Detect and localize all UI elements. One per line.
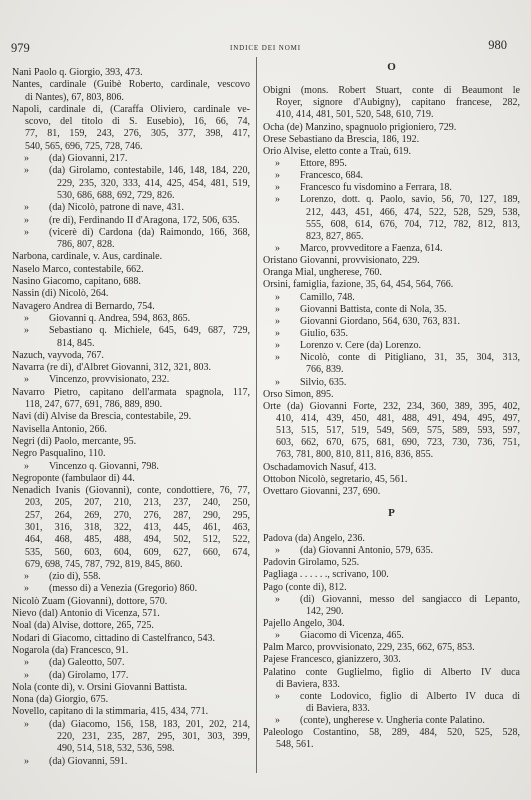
index-line-text: (da) Giovanni, 217. — [49, 153, 128, 165]
index-line — [12, 731, 250, 743]
index-line-text: Lorenzo, dott. q. Paolo, savio, 56, 70, 127, 189, — [300, 194, 520, 206]
index-line — [263, 316, 520, 328]
index-line-text: Napoli, cardinale di, (Caraffa Oliviero, cardinale ve- — [12, 103, 250, 115]
index-line — [263, 170, 520, 182]
index-line — [12, 264, 250, 276]
index-line — [263, 667, 520, 679]
index-line-text: 766, 839. — [306, 364, 344, 376]
index-line-text: Nenadich Ivanis (Giovanni), conte, condottiere, 76, 77, — [12, 485, 250, 497]
section-letter: O — [387, 61, 396, 73]
index-line — [12, 682, 250, 694]
index-line-text: Navagero Andrea di Bernardo, 754. — [12, 300, 155, 312]
ditto-mark: » — [24, 460, 29, 472]
index-line — [12, 670, 250, 682]
index-line-text: Negri (di) Paolo, mercante, 95. — [12, 435, 137, 447]
index-line-text: Giovanni Giordano, 564, 630, 763, 831. — [300, 315, 460, 327]
index-line — [263, 219, 520, 231]
index-line — [263, 727, 520, 739]
index-line — [263, 486, 520, 498]
index-line — [263, 389, 520, 401]
index-line-text: Silvio, 635. — [300, 376, 347, 388]
index-line-text: (zio di), 558. — [49, 571, 101, 583]
index-line-text: Ovettaro Giovanni, 237, 690. — [263, 485, 381, 497]
index-line — [263, 425, 520, 437]
index-line — [12, 239, 250, 251]
index-line — [12, 497, 250, 509]
index-line-text: Nievo (dal) Antonio di Vicenza, 571. — [12, 608, 160, 620]
index-line — [12, 350, 250, 362]
index-line-text: Pagliaga . . . . . ., scrivano, 100. — [263, 569, 389, 581]
index-line-text: (vicerè di) Cardona (da) Raimondo, 166, 368, — [49, 226, 250, 238]
index-line-text: (da) Giovanni, 591. — [49, 755, 128, 767]
ditto-mark: » — [275, 327, 280, 339]
ditto-mark: » — [275, 376, 280, 388]
ditto-mark: » — [275, 593, 280, 605]
index-line-text: Orte (da) Giovanni Forte, 232, 234, 360, 389, 395, 402, — [263, 400, 520, 412]
index-line — [12, 719, 250, 731]
page-number-right: 980 — [488, 38, 507, 52]
index-line-text: Ettore, 895. — [300, 157, 347, 169]
index-line — [263, 413, 520, 425]
index-line — [263, 158, 520, 170]
index-line-text: 142, 290. — [306, 605, 344, 617]
ditto-mark: » — [275, 182, 280, 194]
index-line — [263, 606, 520, 618]
index-line — [263, 582, 520, 594]
index-line — [263, 292, 520, 304]
index-line-text: scovo, del titolo di S. Eusebio), 16, 66, 74, — [25, 116, 250, 128]
index-line-text: 212, 443, 451, 466, 474, 522, 528, 529, 538, — [306, 206, 520, 218]
index-line-text: (conte), ungherese v. Ungheria conte Palatino. — [300, 715, 485, 727]
index-line-text: Orso Simon, 895. — [263, 388, 334, 400]
index-line-text: 814, 845. — [57, 337, 95, 349]
index-line-text: 229, 235, 320, 333, 414, 425, 454, 481, 519, — [57, 177, 250, 189]
index-line-text: (di) Giovanni, messo del sangiacco di Lepanto, — [300, 593, 520, 605]
index-line-text: 679, 698, 745, 787, 792, 819, 845, 860. — [25, 558, 183, 570]
index-line — [263, 739, 520, 751]
index-line — [12, 104, 250, 116]
index-line-text: Navisella Antonio, 266. — [12, 423, 107, 435]
ditto-mark: » — [24, 571, 29, 583]
index-line — [263, 401, 520, 413]
index-line-text: 823, 827, 865. — [306, 230, 364, 242]
index-line — [12, 448, 250, 460]
index-line — [12, 215, 250, 227]
index-line — [263, 109, 520, 121]
index-line — [12, 288, 250, 300]
index-line-text: (da) Nicolò, patrone di nave, 431. — [49, 202, 184, 214]
index-line-text: Francesco fu visdomino a Ferrara, 18. — [300, 182, 452, 194]
index-line — [263, 364, 520, 376]
index-line-text: Orese Sebastiano da Brescia, 186, 192. — [263, 133, 420, 145]
index-line-text: di Baviera, 833. — [306, 703, 370, 715]
index-line-text: 464, 468, 485, 488, 494, 502, 512, 522, — [25, 534, 250, 546]
ditto-mark: » — [275, 690, 280, 702]
index-line — [263, 97, 520, 109]
index-line — [12, 473, 250, 485]
ditto-mark: » — [24, 165, 29, 177]
index-line — [263, 231, 520, 243]
index-line — [12, 79, 250, 91]
column-rule — [256, 57, 257, 773]
index-line — [12, 153, 250, 165]
ditto-mark: » — [275, 340, 280, 352]
index-line-text: Oranga Mial, ungherese, 760. — [263, 267, 382, 279]
index-line-text: Nazuch, vayvoda, 767. — [12, 349, 104, 361]
index-line — [12, 338, 250, 350]
index-line — [12, 387, 250, 399]
index-line — [263, 304, 520, 316]
index-line-text: Ottobon Nicolò, segretario, 45, 561. — [263, 473, 408, 485]
index-line — [263, 545, 520, 557]
index-line — [263, 255, 520, 267]
ditto-mark: » — [275, 315, 280, 327]
ditto-mark: » — [275, 242, 280, 254]
index-line-text: 786, 807, 828. — [57, 239, 115, 251]
index-line-text: Nantes, cardinale (Guibè Roberto, cardinale, vescovo — [12, 79, 250, 91]
index-line-text: Naselo Marco, contestabile, 662. — [12, 263, 144, 275]
ditto-mark: » — [24, 325, 29, 337]
index-line — [263, 182, 520, 194]
index-line — [263, 146, 520, 158]
index-line — [263, 642, 520, 654]
index-line-text: Ocha (de) Manzino, spagnuolo prigioniero, 729. — [263, 121, 457, 133]
index-line — [263, 569, 520, 581]
index-line-text: Negro Pasqualino, 110. — [12, 448, 106, 460]
index-line — [12, 141, 250, 153]
index-line — [263, 594, 520, 606]
index-line — [12, 178, 250, 190]
ditto-mark: » — [275, 291, 280, 303]
index-line — [12, 461, 250, 473]
index-line — [12, 608, 250, 620]
index-line-text: (da) Girolamo, 177. — [49, 669, 129, 681]
index-line — [12, 436, 250, 448]
index-line — [12, 313, 250, 325]
index-line — [12, 116, 250, 128]
index-line — [12, 559, 250, 571]
index-line — [12, 583, 250, 595]
index-line — [263, 703, 520, 715]
index-line — [263, 654, 520, 666]
index-line-text: Nicolò Zuam (Giovanni), dottore, 570. — [12, 595, 168, 607]
index-line-text: Palatino conte Guglielmo, figlio di Alberto IV duca — [263, 666, 520, 678]
index-line — [263, 437, 520, 449]
index-line-text: 410, 414, 439, 450, 481, 488, 491, 494, 495, 497, — [276, 412, 520, 424]
index-line — [12, 411, 250, 423]
index-line-text: 535, 560, 603, 604, 609, 627, 660, 674, — [25, 546, 250, 558]
index-line — [263, 267, 520, 279]
index-line-text: 257, 264, 269, 270, 276, 287, 290, 295, — [25, 509, 250, 521]
index-line-text: di Nantes), 67, 803, 806. — [25, 91, 124, 103]
index-line — [12, 325, 250, 337]
index-line — [263, 194, 520, 206]
index-line-text: Oschadamovich Nasuf, 413. — [263, 461, 377, 473]
ditto-mark: » — [24, 214, 29, 226]
index-line-text: (da) Girolamo, contestabile, 146, 148, 184, 220, — [49, 165, 250, 177]
index-line — [12, 547, 250, 559]
index-line — [263, 557, 520, 569]
index-line — [12, 374, 250, 386]
index-line-text: Pajello Angelo, 304. — [263, 618, 345, 630]
index-line — [263, 618, 520, 630]
index-line-text: Nicolò, conte di Pitigliano, 31, 35, 304, 313, — [300, 352, 520, 364]
index-line — [12, 128, 250, 140]
index-line-text: 548, 561. — [276, 739, 314, 751]
index-line-text: 410, 414, 481, 501, 520, 548, 610, 719. — [276, 109, 434, 121]
ditto-mark: » — [24, 583, 29, 595]
index-line — [12, 633, 250, 645]
index-line-text: Noal (da) Alvise, dottore, 265, 725. — [12, 620, 154, 632]
index-line-text: Novello, capitano di la stimmaria, 415, 434, 771. — [12, 706, 209, 718]
page-number-left: 979 — [11, 41, 30, 55]
index-line — [263, 122, 520, 134]
index-line — [263, 134, 520, 146]
index-line — [263, 630, 520, 642]
index-line-text: Orio Alvise, eletto conte a Traù, 619. — [263, 145, 412, 157]
index-line — [263, 449, 520, 461]
index-line-text: Giovanni q. Andrea, 594, 863, 865. — [49, 312, 191, 324]
index-line-text: 301, 316, 318, 322, 413, 445, 461, 463, — [25, 521, 250, 533]
index-line-text: Nani Paolo q. Giorgio, 393, 473. — [12, 67, 143, 78]
index-line-text: (re di), Ferdinando II d'Aragona, 172, 506, 635. — [49, 214, 240, 226]
index-section — [263, 61, 520, 498]
ditto-mark: » — [275, 715, 280, 727]
index-line-text: Camillo, 748. — [300, 291, 355, 303]
index-line — [12, 571, 250, 583]
index-line-text: (da) Galeotto, 507. — [49, 657, 125, 669]
index-line-text: Padova (da) Angelo, 236. — [263, 533, 365, 545]
index-line — [12, 227, 250, 239]
index-line — [12, 706, 250, 718]
index-line-text: Giacomo di Vicenza, 465. — [300, 630, 404, 642]
index-line-text: Francesco, 684. — [300, 170, 364, 182]
index-line-text: Vincenzo q. Giovanni, 798. — [49, 460, 159, 472]
index-line-text: 513, 515, 517, 519, 549, 569, 575, 589, 593, 597, — [276, 425, 520, 437]
index-line-text: Obigni (mons. Robert Stuart, conte di Beaumont le — [263, 85, 520, 97]
index-line-text: Nassin (di) Nicolò, 264. — [12, 288, 109, 300]
index-line-text: 555, 608, 614, 676, 704, 712, 782, 812, 813, — [306, 218, 520, 230]
index-line-text: Navi (di) Alvise da Brescia, contestabile, 29. — [12, 411, 192, 423]
index-line-text: Paleologo Costantino, 58, 289, 484, 520, 525, 528, — [263, 727, 520, 739]
index-line-text: 490, 514, 518, 532, 536, 598. — [57, 743, 175, 755]
index-line — [263, 715, 520, 727]
index-line-text: Nona (da) Giorgio, 675. — [12, 694, 109, 706]
index-line-text: Vincenzo, provvisionato, 232. — [49, 374, 170, 386]
index-line-text: Narbona, cardinale, v. Aus, cardinale. — [12, 251, 163, 263]
index-line-text: Pajese Francesco, gianizzero, 303. — [263, 654, 401, 666]
index-line — [263, 352, 520, 364]
index-line — [263, 328, 520, 340]
index-line-text: 118, 247, 677, 691, 786, 889, 890. — [25, 399, 163, 411]
ditto-mark: » — [275, 170, 280, 182]
index-line-text: 763, 781, 800, 810, 811, 816, 836, 855. — [276, 449, 434, 461]
index-line-text: Navarra (re di), d'Albret Giovanni, 312, 321, 803. — [12, 362, 211, 374]
index-line — [12, 645, 250, 657]
index-line — [12, 743, 250, 755]
index-line-text: Royer, signore d'Aubigny), capitano francese, 282, — [276, 97, 520, 109]
index-line — [12, 424, 250, 436]
index-line-text: (da) Giovanni Antonio, 579, 635. — [300, 545, 434, 557]
ditto-mark: » — [24, 374, 29, 386]
index-line — [12, 165, 250, 177]
index-line — [12, 190, 250, 202]
index-line — [12, 276, 250, 288]
index-line — [12, 67, 250, 79]
index-line-text: 530, 686, 688, 692, 729, 826. — [57, 189, 175, 201]
index-line — [263, 474, 520, 486]
index-line-text: 77, 81, 159, 243, 276, 305, 377, 398, 417, — [25, 128, 250, 140]
index-line-text: 540, 565, 696, 725, 728, 746. — [25, 140, 143, 152]
index-line — [263, 243, 520, 255]
index-line — [12, 399, 250, 411]
ditto-mark: » — [24, 718, 29, 730]
index-line — [263, 207, 520, 219]
index-line-text: (da) Giacomo, 156, 158, 183, 201, 202, 214, — [49, 718, 250, 730]
index-line-text: 203, 205, 207, 210, 213, 237, 240, 250, — [25, 497, 250, 509]
index-line-text: Nogarola (da) Francesco, 91. — [12, 644, 129, 656]
ditto-mark: » — [275, 194, 280, 206]
index-line — [263, 85, 520, 97]
index-line — [12, 534, 250, 546]
index-line — [12, 485, 250, 497]
index-line — [12, 756, 250, 768]
ditto-mark: » — [24, 153, 29, 165]
ditto-mark: » — [24, 312, 29, 324]
index-line-text: Orsini, famiglia, fazione, 35, 64, 454, 564, 766. — [263, 279, 454, 291]
index-line-text: Padovin Girolamo, 525. — [263, 557, 360, 569]
index-line-text: Oristano Giovanni, provvisionato, 229. — [263, 255, 420, 267]
index-line-text: Nasino Giacomo, capitano, 688. — [12, 276, 141, 288]
index-line-text: Lorenzo v. Cere (da) Lorenzo. — [300, 340, 421, 352]
index-line — [12, 251, 250, 263]
index-line-text: 220, 231, 235, 287, 295, 301, 303, 399, — [57, 731, 250, 743]
index-line — [12, 362, 250, 374]
index-section — [263, 507, 520, 752]
running-title: INDICE DEI NOMI — [229, 44, 302, 52]
index-line — [12, 596, 250, 608]
index-line-text: Pago (conte di), 812. — [263, 581, 347, 593]
index-line — [263, 279, 520, 291]
ditto-mark: » — [275, 303, 280, 315]
index-line — [12, 301, 250, 313]
ditto-mark: » — [24, 202, 29, 214]
index-line-text: Giulio, 635. — [300, 327, 349, 339]
right-column — [263, 61, 520, 752]
index-line — [263, 691, 520, 703]
index-line-text: Nola (conte di), v. Orsini Giovanni Battista. — [12, 681, 188, 693]
index-line-text: Nodari di Giacomo, cittadino di Castelfranco, 543. — [12, 632, 216, 644]
index-line — [12, 620, 250, 632]
ditto-mark: » — [275, 545, 280, 557]
ditto-mark: » — [24, 657, 29, 669]
index-line — [263, 340, 520, 352]
ditto-mark: » — [275, 157, 280, 169]
ditto-mark: » — [275, 352, 280, 364]
index-line — [12, 202, 250, 214]
index-line-text: Marco, provveditore a Faenza, 614. — [300, 242, 443, 254]
index-line-text: Negroponte (fambulaor di) 44. — [12, 472, 135, 484]
index-line — [263, 533, 520, 545]
index-line — [12, 694, 250, 706]
index-line-text: 603, 662, 670, 675, 681, 690, 723, 730, 736, 751, — [276, 437, 520, 449]
section-letter: P — [388, 506, 395, 519]
index-line — [263, 679, 520, 691]
index-line-text: Palm Marco, provvisionato, 229, 235, 662, 675, 853. — [263, 642, 475, 654]
ditto-mark: » — [24, 669, 29, 681]
index-line — [263, 462, 520, 474]
index-line — [12, 510, 250, 522]
index-line — [12, 657, 250, 669]
index-line — [12, 92, 250, 104]
index-line-text: Sebastiano q. Michiele, 645, 649, 687, 729, — [49, 325, 250, 337]
index-line-text: Navarro Pietro, capitano dell'armata spagnola, 117, — [12, 386, 250, 398]
ditto-mark: » — [24, 226, 29, 238]
ditto-mark: » — [275, 630, 280, 642]
index-line-text: di Baviera, 833. — [276, 678, 340, 690]
index-line — [12, 522, 250, 534]
ditto-mark: » — [24, 755, 29, 767]
index-line-text: Giovanni Battista, conte di Nola, 35. — [300, 303, 447, 315]
index-line-text: (messo di) a Venezia (Gregorio) 860. — [49, 583, 198, 595]
index-line — [263, 377, 520, 389]
index-line-text: conte Lodovico, figlio di Alberto IV duca di — [300, 690, 520, 702]
left-column — [12, 67, 250, 768]
